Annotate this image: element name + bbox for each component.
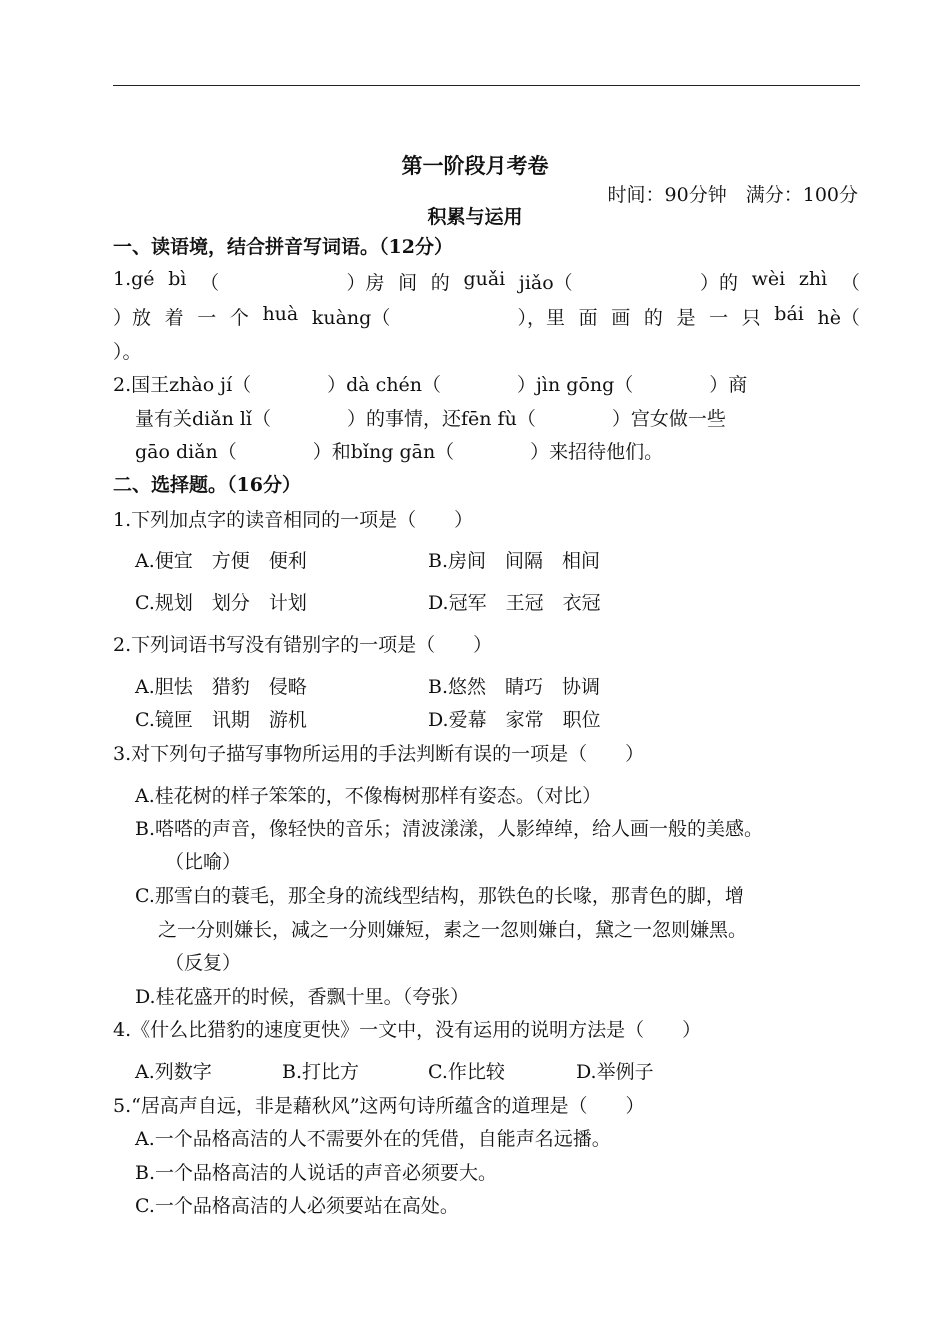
s2-q2-option-c[interactable]: C.镜匣 讯期 游机 [135, 709, 307, 731]
s2-q2-option-b[interactable]: B.悠然 睛巧 协调 [428, 676, 601, 698]
text-segment: guǎi [463, 268, 506, 290]
s2-q3-option-d[interactable]: D.桂花盛开的时候，香飘十里。（夸张） [135, 986, 470, 1008]
text-segment: 间 [398, 272, 418, 294]
s1-q2-line1: 2.国王zhào jí（ ）dà chén（ ）jìn gōng（ ）商 [113, 374, 748, 396]
text-segment: 着 [164, 307, 184, 329]
s1-q1-line3: ）。 [113, 341, 142, 363]
text-segment: bì [168, 268, 187, 290]
text-segment: 只 [741, 307, 761, 329]
section2-heading: 二、选择题。（16分） [113, 474, 301, 496]
text-segment: 面 [578, 307, 598, 329]
s2-q1-option-a[interactable]: A.便宜 方便 便利 [135, 550, 307, 572]
s2-q1-option-b[interactable]: B.房间 间隔 相间 [428, 550, 601, 572]
text-segment: 画 [611, 307, 631, 329]
s1-q2-line2: 量有关diǎn lǐ（ ）的事情，还fēn fù（ ）宫女做一些 [135, 408, 726, 430]
text-segment: 的 [643, 307, 663, 329]
text-segment: （ [840, 272, 860, 294]
s2-q4-option-b[interactable]: B.打比方 [282, 1061, 360, 1083]
text-segment: ），里 [517, 307, 566, 329]
s2-q5-option-a[interactable]: A.一个品格高洁的人不需要外在的凭借，自能声名远播。 [135, 1128, 611, 1150]
s2-q2-option-a[interactable]: A.胆怯 猎豹 侵略 [135, 676, 307, 698]
text-segment: bái [774, 303, 804, 325]
text-segment: wèi [751, 268, 786, 290]
s2-q4-option-a[interactable]: A.列数字 [135, 1061, 212, 1083]
section1-heading: 一、读语境，结合拼音写词语。（12分） [113, 236, 453, 258]
text-segment: 是 [676, 307, 696, 329]
text-segment: huà [262, 303, 299, 325]
text-segment: 一 [709, 307, 729, 329]
section-subtitle: 积累与运用 [427, 206, 523, 228]
text-segment: 1.gé [113, 268, 155, 290]
header-rule [113, 85, 860, 86]
text-segment: ）房 [346, 272, 385, 294]
text-segment: hè（ [817, 307, 860, 329]
s2-q3-option-c-cont2: （反复） [165, 952, 242, 974]
text-segment: zhì [798, 268, 828, 290]
text-segment: 个 [229, 307, 249, 329]
s2-q5-option-b[interactable]: B.一个品格高洁的人说话的声音必须要大。 [135, 1162, 498, 1184]
text-segment: 一 [197, 307, 217, 329]
s2-q2-stem: 2.下列词语书写没有错别字的一项是（ ） [113, 634, 493, 656]
time-score-info: 时间：90分钟 满分：100分 [607, 184, 858, 206]
s2-q3-option-c-cont: 之一分则嫌长，减之一分则嫌短，素之一忽则嫌白，黛之一忽则嫌黑。 [158, 919, 748, 941]
text-segment: 的 [430, 272, 450, 294]
s2-q1-stem: 1.下列加点字的读音相同的一项是（ ） [113, 509, 474, 531]
s2-q3-option-b[interactable]: B.嗒嗒的声音，像轻快的音乐；清波漾漾，人影绰绰，给人画一般的美感。 [135, 818, 764, 840]
s2-q3-option-a[interactable]: A.桂花树的样子笨笨的，不像梅树那样有姿态。（对比） [135, 785, 602, 807]
text-segment: ）的 [699, 272, 738, 294]
s2-q5-stem: 5.“居高声自远，非是藉秋风”这两句诗所蕴含的道理是（ ） [113, 1095, 645, 1117]
text-segment: ）放 [113, 307, 152, 329]
page-title: 第一阶段月考卷 [401, 153, 549, 178]
s2-q3-option-c[interactable]: C.那雪白的蓑毛，那全身的流线型结构，那铁色的长喙，那青色的脚，增 [135, 885, 744, 907]
s1-q1-line1 [113, 268, 860, 295]
s2-q4-option-d[interactable]: D.举例子 [576, 1061, 654, 1083]
s2-q3-stem: 3.对下列句子描写事物所运用的手法判断有误的一项是（ ） [113, 743, 645, 765]
text-segment: jiǎo（ [518, 272, 573, 294]
text-segment: （ [200, 272, 220, 294]
s1-q1-line2 [113, 303, 860, 330]
answer-blank[interactable] [404, 303, 504, 330]
answer-blank[interactable] [586, 268, 686, 295]
text-segment: kuàng（ [311, 307, 391, 329]
s2-q4-option-c[interactable]: C.作比较 [428, 1061, 505, 1083]
s1-q2-line3: gāo diǎn（ ）和bǐng gān（ ）来招待他们。 [135, 441, 664, 463]
s2-q1-option-d[interactable]: D.冠军 王冠 衣冠 [428, 592, 601, 614]
s2-q3-option-b-cont: （比喻） [165, 851, 242, 873]
s2-q2-option-d[interactable]: D.爱幕 家常 职位 [428, 709, 601, 731]
s2-q1-option-c[interactable]: C.规划 划分 计划 [135, 592, 307, 614]
s2-q4-stem: 4.《什么比猎豹的速度更快》一文中，没有运用的说明方法是（ ） [113, 1019, 702, 1041]
s2-q5-option-c[interactable]: C.一个品格高洁的人必须要站在高处。 [135, 1195, 459, 1217]
answer-blank[interactable] [233, 268, 333, 295]
